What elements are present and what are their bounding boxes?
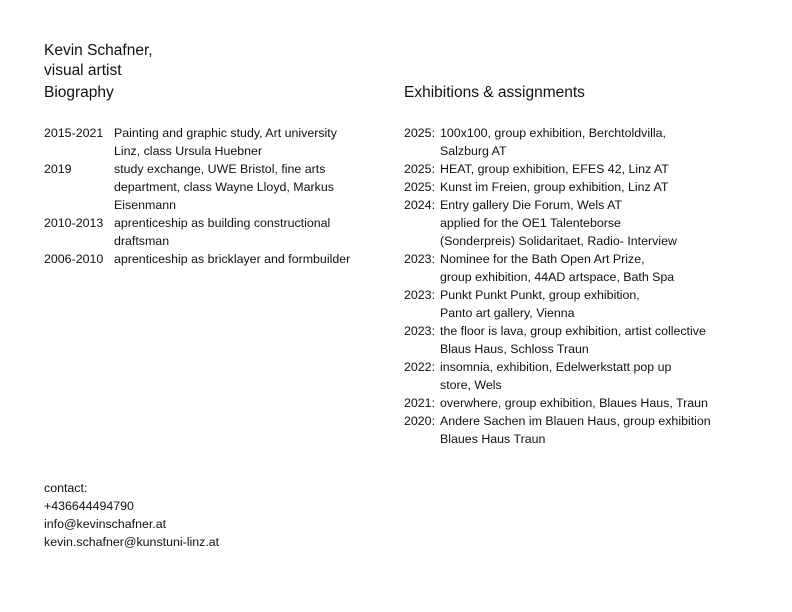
biography-entry-text <box>114 250 394 268</box>
artist-role: visual artist <box>44 62 122 79</box>
exhibitions-entry-line: the floor is lava, group exhibition, artist collective <box>440 324 706 338</box>
contact-email-primary: info@kevinschafner.at <box>44 517 167 531</box>
exhibitions-entry <box>404 196 754 250</box>
exhibitions-entry-text <box>440 250 754 286</box>
exhibitions-entry <box>404 394 754 412</box>
exhibitions-entry-year: 2025: <box>404 162 436 176</box>
exhibitions-entry-line: HEAT, group exhibition, EFES 42, Linz AT <box>440 162 669 176</box>
biography-entry <box>44 214 394 250</box>
exhibitions-entry-year: 2023: <box>404 252 436 266</box>
exhibitions-entry-text <box>440 286 754 322</box>
contact-phone: +436644494790 <box>44 499 134 513</box>
contact-email-university: kevin.schafner@kunstuni-linz.at <box>44 535 220 549</box>
biography-entry-line: study exchange, UWE Bristol, fine arts <box>114 162 326 176</box>
exhibitions-entry-year: 2023: <box>404 324 436 338</box>
exhibitions-entry-line: group exhibition, 44AD artspace, Bath Spa <box>440 270 675 284</box>
biography-entry-line: department, class Wayne Lloyd, Markus <box>114 180 334 194</box>
biography-list <box>44 124 394 268</box>
exhibitions-heading: Exhibitions & assignments <box>404 84 585 101</box>
exhibitions-entry-line: Kunst im Freien, group exhibition, Linz AT <box>440 180 669 194</box>
biography-entry-year: 2006-2010 <box>44 252 104 266</box>
exhibitions-entry-year: 2021: <box>404 396 436 410</box>
exhibitions-entry-line: Punkt Punkt Punkt, group exhibition, <box>440 288 640 302</box>
exhibitions-entry <box>404 412 754 448</box>
exhibitions-entry <box>404 358 754 394</box>
artist-name: Kevin Schafner, <box>44 42 153 59</box>
exhibitions-entry-line: Andere Sachen im Blauen Haus, group exhibition <box>440 414 711 428</box>
exhibitions-entry-year: 2025: <box>404 180 436 194</box>
artist-name-block <box>44 41 153 81</box>
biography-entry <box>44 250 394 268</box>
exhibitions-entry-line: Entry gallery Die Forum, Wels AT <box>440 198 623 212</box>
exhibitions-entry <box>404 178 754 196</box>
exhibitions-entry-line: 100x100, group exhibition, Berchtoldvilla, <box>440 126 666 140</box>
biography-entry-year: 2010-2013 <box>44 216 104 230</box>
biography-entry-line: aprenticeship as bricklayer and formbuilder <box>114 252 351 266</box>
exhibitions-entry-text <box>440 196 754 250</box>
biography-entry <box>44 124 394 160</box>
exhibitions-entry-line: applied for the OE1 Talenteborse <box>440 216 621 230</box>
contact-block <box>44 479 219 551</box>
biography-entry-text <box>114 124 394 160</box>
biography-entry-line: Eisenmann <box>114 198 176 212</box>
exhibitions-entry <box>404 322 754 358</box>
biography-entry <box>44 160 394 214</box>
biography-entry-line: Painting and graphic study, Art university <box>114 126 337 140</box>
exhibitions-entry-line: Blaues Haus Traun <box>440 432 546 446</box>
exhibitions-entry <box>404 250 754 286</box>
exhibitions-entry-line: Blaus Haus, Schloss Traun <box>440 342 589 356</box>
exhibitions-entry-line: Salzburg AT <box>440 144 507 158</box>
biography-entry-text <box>114 160 394 214</box>
exhibitions-entry-year: 2025: <box>404 126 436 140</box>
exhibitions-entry-text <box>440 358 754 394</box>
biography-entry-line: Linz, class Ursula Huebner <box>114 144 263 158</box>
exhibitions-entry-text <box>440 412 754 448</box>
exhibitions-entry-line: Nominee for the Bath Open Art Prize, <box>440 252 645 266</box>
exhibitions-entry-text <box>440 322 754 358</box>
contact-label: contact: <box>44 481 88 495</box>
exhibitions-entry-text <box>440 124 754 160</box>
exhibitions-entry-line: Panto art gallery, Vienna <box>440 306 575 320</box>
biography-entry-line: aprenticeship as building constructional <box>114 216 331 230</box>
exhibitions-entry <box>404 286 754 322</box>
biography-entry-year: 2015-2021 <box>44 126 104 140</box>
biography-heading: Biography <box>44 84 114 101</box>
exhibitions-entry-year: 2024: <box>404 198 436 212</box>
exhibitions-entry-line: insomnia, exhibition, Edelwerkstatt pop up <box>440 360 672 374</box>
exhibitions-entry-line: overwhere, group exhibition, Blaues Haus, Traun <box>440 396 708 410</box>
exhibitions-entry-year: 2020: <box>404 414 436 428</box>
exhibitions-entry-text <box>440 178 754 196</box>
exhibitions-entry <box>404 160 754 178</box>
biography-entry-line: draftsman <box>114 234 170 248</box>
exhibitions-list <box>404 124 754 448</box>
biography-entry-year: 2019 <box>44 162 72 176</box>
exhibitions-entry-year: 2022: <box>404 360 436 374</box>
exhibitions-entry-text <box>440 160 754 178</box>
biography-entry-text <box>114 214 394 250</box>
exhibitions-entry-year: 2023: <box>404 288 436 302</box>
exhibitions-entry-line: store, Wels <box>440 378 502 392</box>
exhibitions-entry <box>404 124 754 160</box>
exhibitions-entry-text <box>440 394 754 412</box>
exhibitions-entry-line: (Sonderpreis) Solidaritaet, Radio- Interview <box>440 234 677 248</box>
